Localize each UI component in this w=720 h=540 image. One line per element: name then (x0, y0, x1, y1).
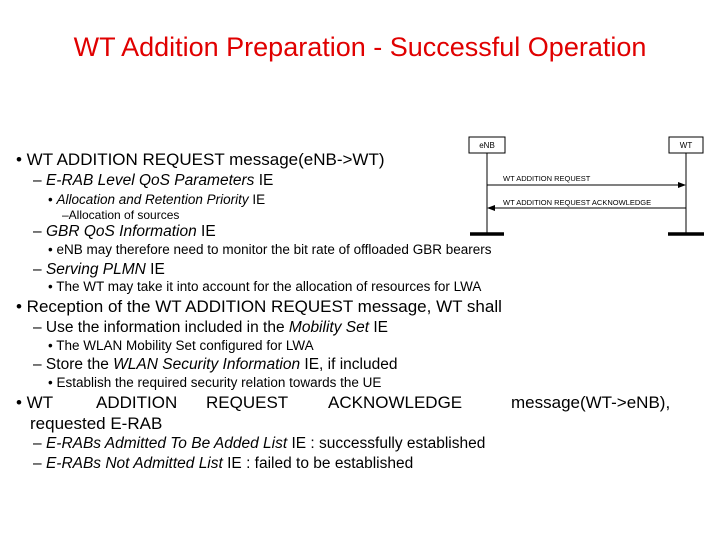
sub-erab-qos: – E-RAB Level QoS Parameters IE (33, 172, 274, 189)
bullet-ack-w1: • WT (16, 393, 54, 412)
sub-gbr-qos: – GBR QoS Information IE (33, 223, 216, 240)
bullet-wt-addition-request: • WT ADDITION REQUEST message(eNB->WT) (16, 150, 385, 169)
sub-plmn-resources: • The WT may take it into account for the allocation of resources for LWA (48, 279, 482, 294)
bullet-ack-w2: ADDITION (96, 393, 178, 412)
msg-ack-arrowhead (487, 205, 495, 211)
enb-label: eNB (479, 141, 495, 150)
sub-gbr-monitor: • eNB may therefore need to monitor the bit rate of offloaded GBR bearers (48, 242, 492, 257)
bullet-ack-w5: message(WT->eNB), (511, 393, 671, 412)
sub-security-relation: • Establish the required security relation towards the UE (48, 375, 382, 390)
sub-serving-plmn: – Serving PLMN IE (33, 261, 165, 278)
slide-title: WT Addition Preparation - Successful Operation (73, 32, 647, 62)
wt-label: WT (679, 141, 693, 150)
sub-arp: • Allocation and Retention Priority IE (48, 192, 266, 207)
sub-wlan-security: – Store the WLAN Security Information IE, if included (33, 356, 398, 373)
bullet-ack-w4: ACKNOWLEDGE (328, 393, 463, 412)
sub-not-admitted-list: – E-RABs Not Admitted List IE : failed to be established (33, 455, 414, 472)
sequence-diagram (466, 134, 720, 244)
msg-request-arrowhead (678, 182, 686, 188)
msg-request-label: WT ADDITION REQUEST (503, 174, 591, 183)
bullet-reception: • Reception of the WT ADDITION REQUEST message, WT shall (16, 297, 502, 316)
sub-wlan-mobility: • The WLAN Mobility Set configured for LWA (48, 338, 314, 353)
msg-ack-label: WT ADDITION REQUEST ACKNOWLEDGE (503, 198, 652, 207)
sub-allocation-of-sources: –Allocation of sources (62, 208, 180, 222)
sub-admitted-list: – E-RABs Admitted To Be Added List IE : successfully established (33, 435, 486, 452)
bullet-ack-line2: requested E-RAB (30, 414, 163, 433)
sub-mobility-set: – Use the information included in the Mobility Set IE (33, 319, 388, 336)
bullet-ack-w3: REQUEST (206, 393, 289, 412)
